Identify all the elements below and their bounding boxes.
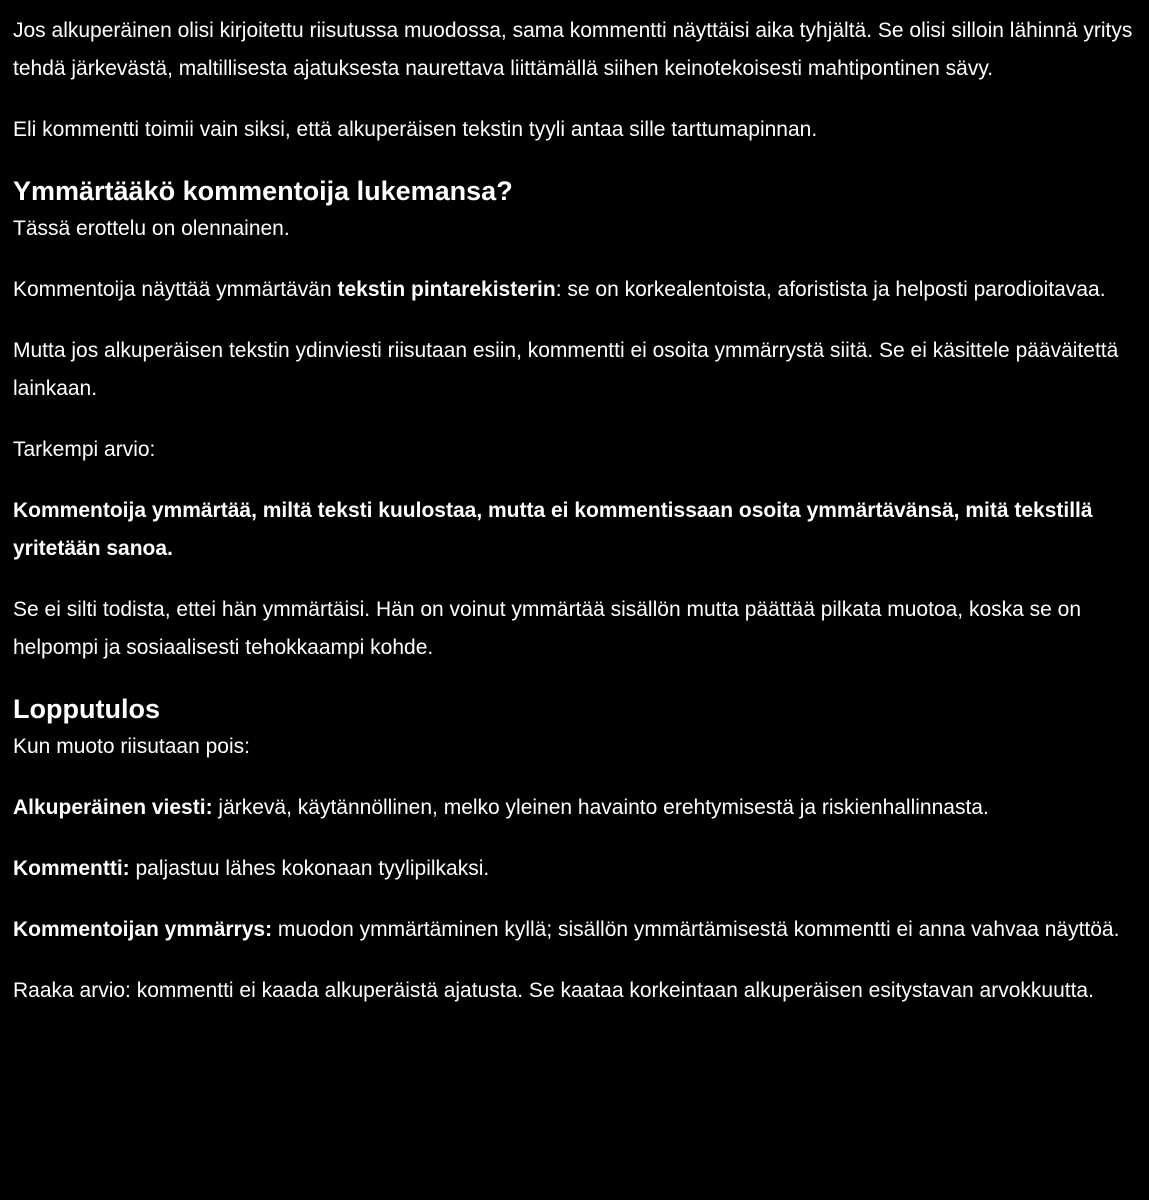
summary-text: paljastuu lähes kokonaan tyylipilkaksi. xyxy=(129,857,490,880)
paragraph xyxy=(13,271,1136,309)
paragraph: Mutta jos alkuperäisen tekstin ydinviesti riisutaan esiin, kommentti ei osoita ymmärrystä siitä. Se ei käsittele pääväitettä lainkaan. xyxy=(13,339,1119,400)
bold-phrase: tekstin pintarekisterin xyxy=(337,278,556,301)
summary-label: Kommentti: xyxy=(13,857,130,880)
summary-label: Alkuperäinen viesti: xyxy=(13,796,213,819)
section-heading: Lopputulos xyxy=(13,694,160,724)
summary-item xyxy=(13,789,1136,827)
paragraph-text: : se on korkealentoista, aforistista ja helposti parodioitavaa. xyxy=(555,278,1106,301)
summary-item xyxy=(13,911,1136,949)
summary-text: järkevä, käytännöllinen, melko yleinen havainto erehtymisestä ja riskienhallinnasta. xyxy=(212,796,989,819)
section-heading: Ymmärtääkö kommentoija lukemansa? xyxy=(13,176,513,206)
paragraph: Raaka arvio: kommentti ei kaada alkuperäistä ajatusta. Se kaataa korkeintaan alkuperäisen esitystavan arvokkuutta. xyxy=(13,979,1094,1002)
paragraph: Eli kommentti toimii vain siksi, että alkuperäisen tekstin tyyli antaa sille tarttumapinnan. xyxy=(13,118,818,141)
paragraph-text: Kommentoija näyttää ymmärtävän xyxy=(13,278,338,301)
paragraph xyxy=(13,492,1136,568)
paragraph: Tässä erottelu on olennainen. xyxy=(13,217,290,240)
paragraph: Tarkempi arvio: xyxy=(13,438,156,461)
bold-assessment: Kommentoija ymmärtää, miltä teksti kuulostaa, mutta ei kommentissaan osoita ymmärtävänsä, mitä tekstillä yritetään sanoa. xyxy=(13,499,1093,560)
paragraph: Kun muoto riisutaan pois: xyxy=(13,735,250,758)
paragraph: Se ei silti todista, ettei hän ymmärtäisi. Hän on voinut ymmärtää sisällön mutta päättää pilkata muotoa, koska se on helpompi ja sosiaalisesti tehokkaampi kohde. xyxy=(13,598,1082,659)
summary-text: muodon ymmärtäminen kyllä; sisällön ymmärtämisestä kommentti ei anna vahvaa näyttöä. xyxy=(272,918,1120,941)
paragraph: Jos alkuperäinen olisi kirjoitettu riisutussa muodossa, sama kommentti näyttäisi aika tyhjältä. Se olisi silloin lähinnä yritys tehdä järkevästä, maltillisesta ajatuksesta naurettava liittämällä siihen keinotekoisesti mahtipontinen sävy. xyxy=(13,19,1133,80)
summary-item xyxy=(13,850,1136,888)
summary-label: Kommentoijan ymmärrys: xyxy=(13,918,273,941)
